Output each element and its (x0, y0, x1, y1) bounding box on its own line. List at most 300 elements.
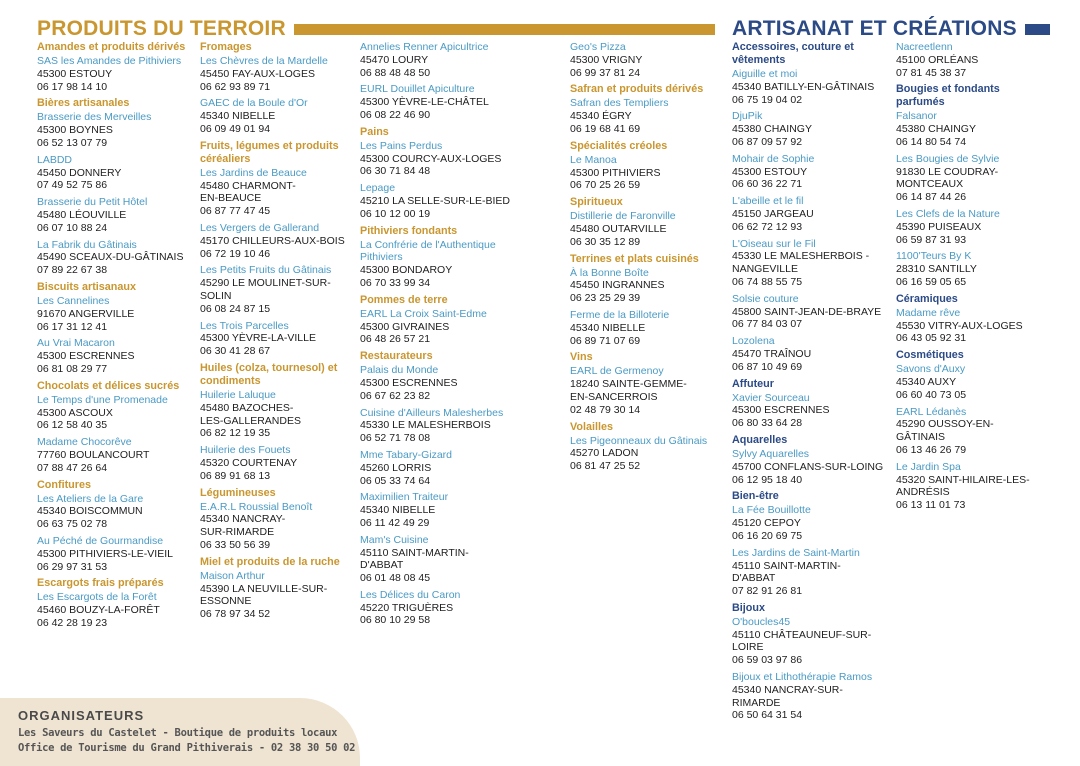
category-heading: Vins (570, 351, 593, 364)
header-produits-du-terroir (37, 17, 715, 41)
producer-address: 45260 LORRIS (360, 461, 432, 474)
directory-column-4 (570, 41, 728, 477)
producer-name: Madame Chocorêve (37, 436, 132, 449)
producer-name: Ferme de la Billoterie (570, 308, 670, 321)
producer-name: SAS les Amandes de Pithiviers (37, 55, 182, 67)
producer-phone: 06 70 25 26 59 (570, 179, 641, 192)
producer-phone: 06 59 03 97 86 (732, 654, 803, 667)
directory-entry (732, 153, 892, 191)
producer-address: 45120 CEPOY (732, 517, 801, 530)
producer-phone: 06 30 35 12 89 (570, 235, 641, 248)
directory-entry (732, 671, 892, 722)
producer-name: Maison Arthur (200, 569, 265, 582)
producer-address: 45320 COURTENAY (200, 456, 298, 469)
category-heading: Cosmétiques (896, 349, 964, 362)
producer-address: 45290 LE MOULINET-SUR- SOLIN (200, 277, 331, 302)
producer-phone: 06 78 97 34 52 (200, 608, 271, 621)
directory-entry (732, 335, 892, 373)
directory-entry (200, 264, 358, 315)
category-heading: Miel et produits de la ruche (200, 555, 340, 568)
producer-phone: 07 81 45 38 37 (896, 66, 967, 79)
category-heading: Escargots frais préparés (37, 577, 164, 590)
producer-address: 45470 LOURY (360, 53, 429, 66)
producer-name: E.A.R.L Roussial Benoît (200, 500, 313, 513)
category-heading: Restaurateurs (360, 350, 433, 363)
producer-name: La Confrérie de l'Authentique Pithiviers (360, 238, 496, 264)
producer-phone: 06 14 80 54 74 (896, 135, 967, 148)
producer-phone: 06 10 12 00 19 (360, 207, 431, 220)
title-rule-gold (294, 24, 715, 35)
producer-address: 45320 SAINT-HILAIRE-LES- ANDRÉSIS (896, 473, 1030, 499)
producer-address: 45340 AUXY (896, 375, 957, 388)
producer-address: 45340 ÉGRY (570, 110, 632, 123)
category-heading: Huiles (colza, tournesol) et condiments (200, 361, 338, 387)
directory-entry (360, 83, 565, 121)
producer-phone: 06 59 87 31 93 (896, 233, 967, 246)
producer-address: 45340 NIBELLE (360, 504, 436, 517)
producer-address: 45220 TRIGUÈRES (360, 601, 454, 614)
section-title-artisanat: ARTISANAT ET CRÉATIONS (732, 17, 1017, 40)
producer-address: 45340 NANCRAY-SUR- RIMARDE (732, 683, 843, 709)
producer-phone: 06 48 26 57 21 (360, 333, 431, 346)
producer-phone: 06 75 19 04 02 (732, 93, 803, 106)
category-heading: Confitures (37, 478, 91, 491)
category-heading: Terrines et plats cuisinés (570, 252, 699, 265)
producer-name: Geo's Pizza (570, 41, 626, 53)
producer-name: Les Délices du Caron (360, 588, 461, 601)
category-heading: Céramiques (896, 292, 958, 305)
producer-address: 45530 VITRY-AUX-LOGES (896, 319, 1023, 332)
category-heading: Bougies et fondants parfumés (896, 83, 1000, 109)
directory-entry (570, 83, 728, 135)
producer-address: 28310 SANTILLY (896, 263, 977, 276)
directory-entry (200, 556, 358, 621)
producer-address: 45480 BAZOCHES- LES-GALLERANDES (200, 401, 301, 427)
producer-name: Mme Tabary-Gizard (360, 448, 452, 461)
category-heading: Pithiviers fondants (360, 224, 458, 237)
producer-name: À la Bonne Boîte (570, 266, 649, 279)
directory-entry (570, 196, 728, 248)
category-heading: Spécialités créoles (570, 139, 668, 152)
producer-name: Le Manoa (570, 153, 617, 166)
producer-phone: 07 49 52 75 86 (37, 179, 108, 192)
category-heading: Pommes de terre (360, 293, 448, 306)
producer-name: Xavier Sourceau (732, 391, 810, 404)
producer-address: 45450 DONNERY (37, 166, 122, 179)
producer-address: 45800 SAINT-JEAN-DE-BRAYE (732, 305, 882, 318)
directory-entry (360, 534, 565, 585)
producer-name: O'boucles45 (732, 615, 791, 628)
directory-column-3 (360, 41, 565, 631)
producer-address: 45300 ESCRENNES (37, 350, 135, 363)
directory-entry (732, 293, 892, 331)
producer-name: Les Jardins de Saint-Martin (732, 546, 860, 559)
producer-address: 45300 ASCOUX (37, 406, 113, 419)
category-heading: Chocolats et délices sucrés (37, 379, 180, 392)
directory-entry (732, 195, 892, 233)
producer-name: Les Escargots de la Forêt (37, 591, 157, 604)
producer-address: 45340 NIBELLE (570, 321, 646, 334)
directory-entry (37, 97, 197, 149)
producer-phone: 06 63 75 02 78 (37, 518, 108, 531)
category-heading: Pains (360, 125, 389, 138)
producer-name: Safran des Templiers (570, 97, 669, 110)
producer-phone: 06 33 50 56 39 (200, 538, 271, 551)
directory-entry (732, 602, 892, 667)
producer-address: 45270 LADON (570, 447, 639, 460)
producer-name: DjuPik (732, 110, 763, 123)
producer-name: Mohair de Sophie (732, 152, 815, 165)
directory-entry (37, 337, 197, 375)
producer-phone: 06 08 22 46 90 (360, 108, 431, 121)
producer-phone: 06 09 49 01 94 (200, 122, 271, 135)
producer-name: Sylvy Aquarelles (732, 447, 810, 460)
producer-address: 45210 LA SELLE-SUR-LE-BIED (360, 194, 510, 207)
directory-entry (732, 378, 892, 430)
producer-phone: 06 05 33 74 64 (360, 474, 431, 487)
directory-entry (37, 479, 197, 531)
producer-name: La Fée Bouillotte (732, 504, 811, 517)
producer-address: 91670 ANGERVILLE (37, 307, 135, 320)
directory-entry (570, 351, 728, 416)
producer-address: 45480 CHARMONT- EN-BEAUCE (200, 179, 296, 205)
producer-phone: 06 87 10 49 69 (732, 360, 803, 373)
producer-address: 77760 BOULANCOURT (37, 448, 150, 461)
producer-name: Les Pains Perdus (360, 139, 443, 152)
category-heading: Volailles (570, 420, 614, 433)
producer-phone: 06 77 84 03 07 (732, 318, 803, 331)
producer-phone: 06 60 40 73 05 (896, 388, 967, 401)
directory-entry (37, 154, 197, 192)
directory-entry (896, 250, 1056, 288)
directory-entry (896, 83, 1056, 148)
producer-address: 45700 CONFLANS-SUR-LOING (732, 460, 884, 473)
producer-address: 45450 FAY-AUX-LOGES (200, 67, 315, 80)
producer-phone: 06 89 71 07 69 (570, 334, 641, 347)
producer-name: Bijoux et Lithothérapie Ramos (732, 671, 873, 684)
producer-phone: 06 74 88 55 75 (732, 275, 803, 288)
producer-phone: 06 67 62 23 82 (360, 389, 431, 402)
organisateurs-line-1: Les Saveurs du Castelet - Boutique de produits locaux (18, 727, 338, 739)
producer-address: 45290 OUSSOY-EN- GÂTINAIS (896, 418, 994, 444)
producer-address: 45390 LA NEUVILLE-SUR- ESSONNE (200, 582, 328, 608)
producer-name: Falsanor (896, 110, 937, 123)
producer-address: 45460 BOUZY-LA-FORÊT (37, 604, 160, 617)
producer-phone: 06 17 98 14 10 (37, 80, 108, 93)
directory-entry (360, 126, 565, 178)
directory-column-5 (732, 41, 892, 726)
producer-name: EURL Douillet Apiculture (360, 83, 475, 96)
producer-name: Cuisine d'Ailleurs Malesherbes (360, 406, 504, 419)
producer-phone: 06 16 59 05 65 (896, 275, 967, 288)
producer-address: 45300 BOYNES (37, 124, 113, 137)
directory-entry (37, 577, 197, 629)
producer-address: 45490 SCEAUX-DU-GÂTINAIS (37, 251, 184, 264)
producer-name: Annelies Renner Apicultrice (360, 41, 489, 53)
producer-phone: 02 48 79 30 14 (570, 403, 641, 416)
producer-phone: 06 82 12 19 35 (200, 427, 271, 440)
producer-address: 45300 VRIGNY (570, 53, 643, 66)
category-heading: Bien-être (732, 490, 779, 503)
producer-address: 45300 PITHIVIERS-LE-VIEIL (37, 547, 173, 560)
producer-phone: 06 72 19 10 46 (200, 247, 271, 260)
producer-phone: 06 81 47 25 52 (570, 460, 641, 473)
producer-name: Savons d'Auxy (896, 363, 966, 376)
producer-phone: 06 80 33 64 28 (732, 417, 803, 430)
producer-phone: 06 87 77 47 45 (200, 205, 271, 218)
producer-phone: 06 50 64 31 54 (732, 709, 803, 722)
producer-name: GAEC de la Boule d'Or (200, 97, 308, 110)
producer-address: 45300 YÈVRE-LA-VILLE (200, 332, 316, 345)
directory-entry (360, 294, 565, 346)
producer-address: 45300 PITHIVIERS (570, 166, 661, 179)
directory-entry (732, 490, 892, 542)
directory-entry (896, 293, 1056, 345)
directory-entry (200, 222, 358, 260)
category-heading: Safran et produits dérivés (570, 83, 704, 96)
producer-name: Les Clefs de la Nature (896, 207, 1000, 220)
directory-entry (37, 281, 197, 333)
producer-name: Les Chèvres de la Mardelle (200, 55, 328, 67)
producer-address: 45110 SAINT-MARTIN- D'ABBAT (360, 546, 469, 572)
producer-phone: 06 29 97 31 53 (37, 560, 108, 573)
directory-entry (37, 239, 197, 277)
producer-name: Les Cannelines (37, 294, 110, 307)
producer-phone: 06 52 13 07 79 (37, 136, 108, 149)
producer-name: Les Ateliers de la Gare (37, 492, 144, 505)
producer-name: LABDD (37, 153, 73, 166)
producer-address: 45300 YÈVRE-LE-CHÂTEL (360, 96, 489, 109)
producer-name: Lepage (360, 182, 396, 195)
producer-address: 45300 GIVRAINES (360, 320, 450, 333)
directory-entry (570, 309, 728, 347)
producer-name: Au Péché de Gourmandise (37, 534, 164, 547)
producer-phone: 06 99 37 81 24 (570, 66, 641, 79)
producer-address: 45150 JARGEAU (732, 207, 814, 220)
producer-name: Palais du Monde (360, 364, 439, 377)
category-heading: Bières artisanales (37, 97, 130, 110)
directory-entry (570, 41, 728, 79)
producer-name: Nacreetlenn (896, 41, 953, 53)
directory-entry (360, 182, 565, 220)
directory-entry (360, 491, 565, 529)
directory-column-1 (37, 41, 197, 634)
producer-name: Solsie couture (732, 292, 799, 305)
directory-entry (570, 140, 728, 192)
directory-entry (200, 444, 358, 482)
producer-name: Les Petits Fruits du Gâtinais (200, 264, 332, 277)
producer-name: Distillerie de Faronville (570, 210, 676, 223)
producer-phone: 06 42 28 19 23 (37, 616, 108, 629)
producer-name: Les Trois Parcelles (200, 319, 289, 332)
producer-address: 45110 CHÂTEAUNEUF-SUR- LOIRE (732, 628, 872, 654)
directory-entry (360, 589, 565, 627)
producer-name: Les Vergers de Gallerand (200, 221, 320, 234)
producer-phone: 06 14 87 44 26 (896, 191, 967, 204)
producer-name: Lozolena (732, 335, 775, 348)
directory-entry (360, 225, 565, 290)
producer-name: L'Oiseau sur le Fil (732, 237, 816, 250)
directory-entry (200, 362, 358, 440)
producer-phone: 07 88 47 26 64 (37, 461, 108, 474)
directory-entry (200, 487, 358, 552)
directory-entry (896, 349, 1056, 401)
producer-address: 45170 CHILLEURS-AUX-BOIS (200, 234, 345, 247)
header-artisanat-creations (732, 17, 1050, 41)
producer-address: 45480 OUTARVILLE (570, 222, 667, 235)
directory-entry (360, 407, 565, 445)
producer-phone: 06 81 08 29 77 (37, 362, 108, 375)
producer-name: Aiguille et moi (732, 68, 798, 80)
directory-entry (732, 110, 892, 148)
producer-name: EARL Lédanès (896, 405, 967, 418)
directory-column-6 (896, 41, 1056, 516)
producer-phone: 06 89 91 68 13 (200, 469, 271, 482)
producer-address: 45470 TRAÎNOU (732, 347, 812, 360)
producer-address: 45300 ESTOUY (37, 67, 113, 80)
producer-phone: 06 01 48 08 45 (360, 572, 431, 585)
producer-address: 45330 LE MALESHERBOIS - NANGEVILLE (732, 250, 870, 276)
directory-entry (360, 449, 565, 487)
category-heading: Aquarelles (732, 433, 788, 446)
producer-address: 45480 LÉOUVILLE (37, 208, 127, 221)
producer-name: Le Temps d'une Promenade (37, 393, 168, 406)
producer-address: 45340 NANCRAY- SUR-RIMARDE (200, 513, 286, 539)
producer-phone: 06 16 20 69 75 (732, 529, 803, 542)
producer-name: Huilerie des Fouets (200, 444, 291, 457)
producer-name: La Fabrik du Gâtinais (37, 238, 137, 251)
producer-phone: 06 12 95 18 40 (732, 473, 803, 486)
producer-name: Les Pigeonneaux du Gâtinais (570, 434, 708, 447)
directory-entry (37, 380, 197, 432)
section-title-terroir: PRODUITS DU TERROIR (37, 17, 286, 40)
producer-phone: 07 82 91 26 81 (732, 585, 803, 598)
producer-address: 45340 BATILLY-EN-GÂTINAIS (732, 80, 875, 93)
directory-entry (200, 97, 358, 135)
producer-name: Mam's Cuisine (360, 533, 429, 546)
producer-name: Brasserie du Petit Hôtel (37, 196, 148, 209)
directory-entry (570, 253, 728, 305)
organisateurs-line-2: Office de Tourisme du Grand Pithiverais - 02 38 30 50 02 (18, 742, 356, 754)
producer-address: 45300 ESCRENNES (360, 376, 458, 389)
producer-phone: 06 07 10 88 24 (37, 221, 108, 234)
organisateurs-box (0, 698, 360, 766)
producer-phone: 06 13 11 01 73 (896, 499, 966, 512)
producer-phone: 06 08 24 87 15 (200, 302, 271, 315)
directory-entry (37, 436, 197, 474)
producer-address: 45380 CHAINGY (732, 123, 812, 136)
producer-phone: 06 23 25 29 39 (570, 292, 641, 305)
category-heading: Fruits, légumes et produits céréaliers (200, 139, 339, 165)
producer-phone: 06 52 71 78 08 (360, 432, 431, 445)
producer-name: Le Jardin Spa (896, 460, 961, 473)
producer-phone: 06 12 58 40 35 (37, 419, 108, 432)
producer-phone: 06 30 71 84 48 (360, 165, 431, 178)
producer-address: 45300 COURCY-AUX-LOGES (360, 152, 502, 165)
producer-phone: 07 89 22 67 38 (37, 264, 108, 277)
producer-phone: 06 62 72 12 93 (732, 220, 803, 233)
directory-entry (896, 153, 1056, 204)
producer-address: 45300 ESTOUY (732, 165, 808, 178)
directory-entry (37, 196, 197, 234)
producer-address: 45450 INGRANNES (570, 279, 665, 292)
producer-name: L'abeille et le fil (732, 195, 804, 208)
producer-phone: 06 13 46 26 79 (896, 443, 967, 456)
producer-phone: 06 43 05 92 31 (896, 332, 967, 345)
producer-name: 1100'Teurs By K (896, 250, 972, 263)
category-heading: Accessoires, couture et vêtements (732, 41, 854, 66)
directory-entry (570, 421, 728, 473)
producer-phone: 06 19 68 41 69 (570, 122, 641, 135)
producer-address: 45110 SAINT-MARTIN- D'ABBAT (732, 559, 841, 585)
directory-entry (200, 320, 358, 358)
directory-column-2 (200, 41, 358, 625)
producer-phone: 06 17 31 12 41 (37, 320, 108, 333)
producer-name: EARL de Germenoy (570, 365, 664, 378)
directory-entry (732, 434, 892, 486)
producer-name: Les Jardins de Beauce (200, 166, 307, 179)
directory-entry (896, 41, 1056, 79)
directory-entry (200, 140, 358, 218)
directory-entry (360, 41, 565, 79)
producer-phone: 06 62 93 89 71 (200, 80, 271, 93)
producer-address: 18240 SAINTE-GEMME- EN-SANCERROIS (570, 378, 687, 403)
directory-entry (896, 208, 1056, 246)
producer-name: Brasserie des Merveilles (37, 111, 152, 124)
directory-entry (732, 238, 892, 289)
producer-phone: 06 30 41 28 67 (200, 345, 271, 358)
directory-entry (732, 41, 892, 106)
directory-entry (732, 547, 892, 598)
organisateurs-title: ORGANISATEURS (18, 708, 145, 723)
title-rule-navy (1025, 24, 1050, 35)
producer-name: Les Bougies de Sylvie (896, 152, 1000, 165)
producer-name: EARL La Croix Saint-Edme (360, 307, 487, 320)
category-heading: Fromages (200, 41, 252, 53)
category-heading: Légumineuses (200, 486, 276, 499)
producer-address: 45380 CHAINGY (896, 123, 976, 136)
producer-address: 45390 PUISEAUX (896, 220, 982, 233)
producer-address: 45330 LE MALESHERBOIS (360, 419, 491, 432)
category-heading: Bijoux (732, 601, 765, 614)
producer-phone: 06 60 36 22 71 (732, 178, 803, 191)
producer-address: 45340 NIBELLE (200, 110, 276, 123)
category-heading: Biscuits artisanaux (37, 280, 137, 293)
producer-name: Madame rêve (896, 306, 961, 319)
directory-entry (200, 41, 358, 93)
directory-entry (37, 41, 197, 93)
producer-address: 45340 BOISCOMMUN (37, 505, 143, 518)
producer-address: 91830 LE COUDRAY- MONTCEAUX (896, 165, 999, 191)
producer-address: 45300 ESCRENNES (732, 404, 830, 417)
directory-entry (37, 535, 197, 573)
producer-name: Huilerie Laluque (200, 388, 276, 401)
producer-address: 45300 BONDAROY (360, 264, 453, 277)
category-heading: Affuteur (732, 377, 774, 390)
producer-phone: 06 70 33 99 34 (360, 276, 431, 289)
directory-entry (360, 350, 565, 402)
directory-entry (896, 461, 1056, 512)
producer-phone: 06 80 10 29 58 (360, 614, 431, 627)
directory-entry (896, 406, 1056, 457)
category-heading: Spiritueux (570, 196, 623, 209)
producer-phone: 06 88 48 48 50 (360, 66, 431, 79)
producer-address: 45100 ORLÉANS (896, 53, 979, 66)
producer-phone: 06 87 09 57 92 (732, 135, 803, 148)
producer-name: Au Vrai Macaron (37, 337, 115, 350)
category-heading: Amandes et produits dérivés (37, 41, 186, 53)
producer-name: Maximilien Traiteur (360, 491, 449, 504)
